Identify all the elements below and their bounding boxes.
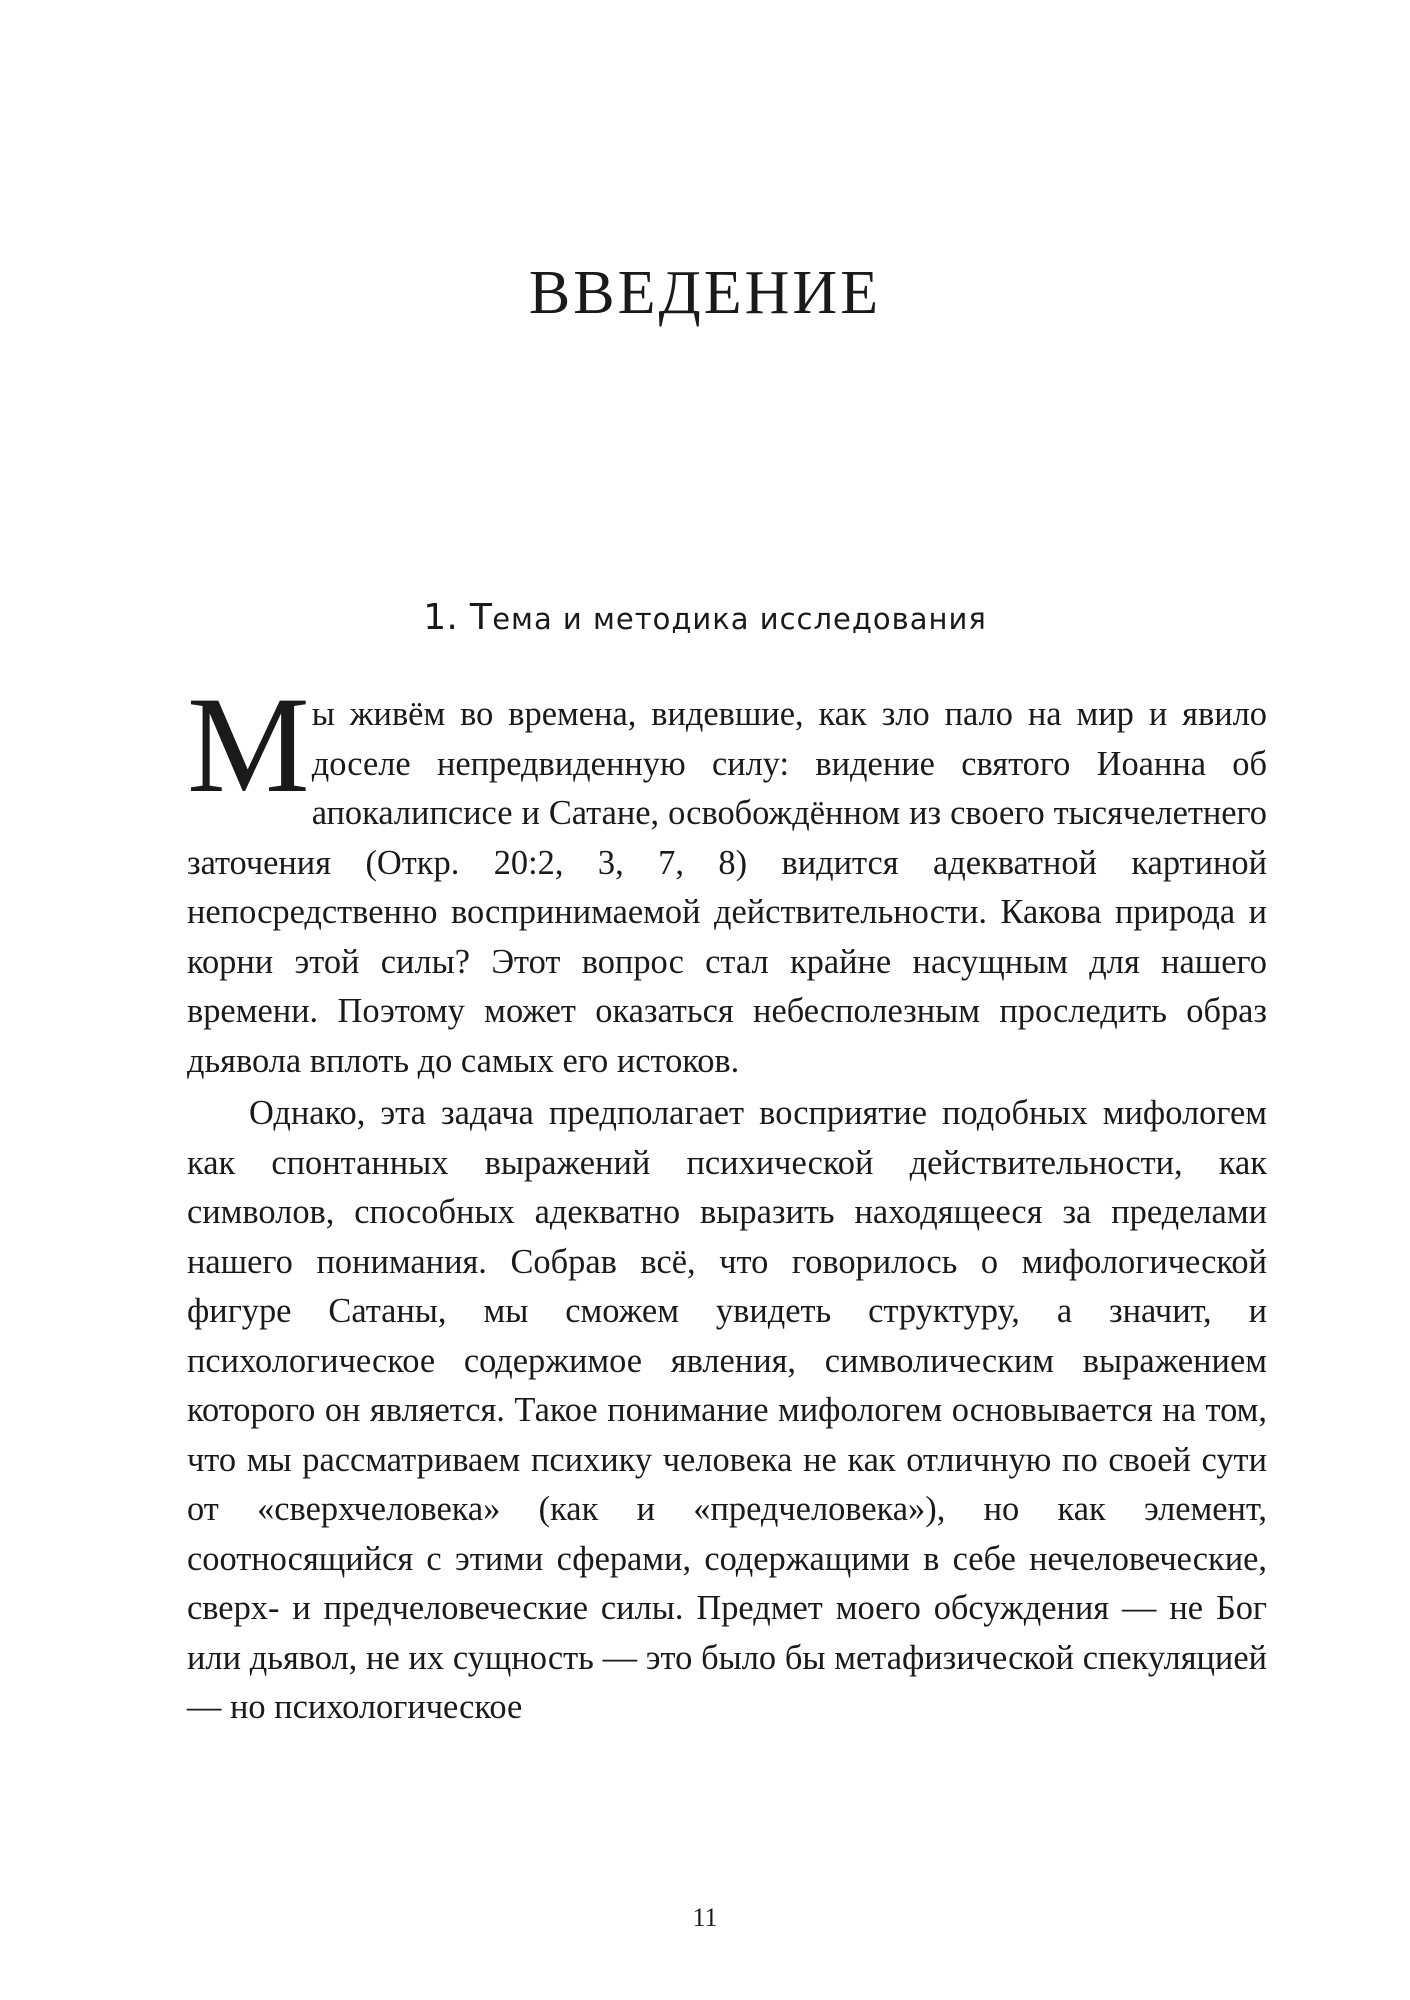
- paragraph-1-text: ы живём во времена, видевшие, как зло пало на мир и явило доселе непредвиденную силу: видение святого Иоанна об апокалипсисе и Сатане, освобождённом из своего тысячелетнего заточения (Откр. 20:2, 3, 7, 8) видится адекватной картиной непосредственно воспринимаемой действительности. Какова природа и корни этой силы? Этот вопрос стал крайне насущным для нашего времени. Поэтому может оказаться небесполезным проследить образ дьявола вплоть до самых его истоков.: [187, 695, 1267, 1080]
- section-title-initial: Т: [469, 597, 493, 638]
- page-number: 11: [692, 1903, 718, 1932]
- paragraph-2: Однако, эта задача предполагает восприятие подобных мифологем как спонтанных выражений психической действительности, как символов, способных адекватно выразить находящееся за пределами нашего понимания. Собрав всё, что говорилось о мифологической фигуре Сатаны, мы сможем увидеть структуру, а значит, и психологическое содержимое явления, символическим выражением которого он является. Такое понимание мифологем основывается на том, что мы рассматриваем психику человека не как отличную по своей сути от «сверхчеловека» (как и «предчеловека»), но как элемент, соотносящийся с этими сферами, содержащими в себе нечеловеческие, сверх- и предчеловеческие силы. Предмет моего обсуждения — не Бог или дьявол, не их сущность — это было бы метафизической спекуляцией — но психологическое: [187, 1094, 1267, 1726]
- body-text: [187, 668, 1267, 1733]
- section-title: [0, 597, 1410, 638]
- section-number: 1.: [423, 597, 470, 638]
- drop-cap: М: [187, 668, 310, 821]
- paragraph-1: [187, 668, 1267, 1086]
- section-title-rest: ема и методика исследования: [492, 602, 987, 636]
- chapter-title: ВВЕДЕНИЕ: [528, 259, 882, 327]
